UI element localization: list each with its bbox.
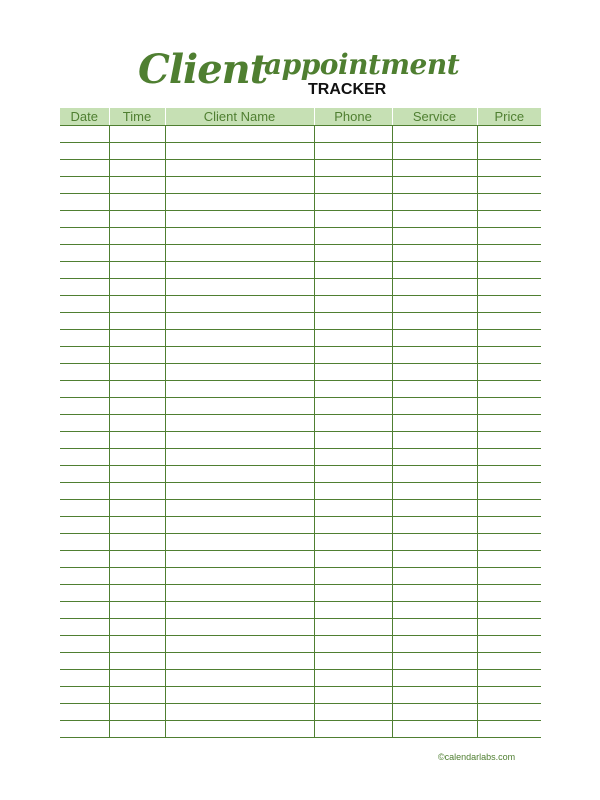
cell-price[interactable] [477,330,541,347]
cell-price[interactable] [477,483,541,500]
cell-service[interactable] [392,364,477,381]
cell-date[interactable] [60,704,109,721]
cell-price[interactable] [477,551,541,568]
cell-time[interactable] [109,211,165,228]
cell-price[interactable] [477,653,541,670]
cell-price[interactable] [477,160,541,177]
table-row [60,279,541,296]
cell-price[interactable] [477,704,541,721]
cell-client-name[interactable] [165,653,314,670]
cell-phone[interactable] [314,636,392,653]
table-row [60,364,541,381]
table-row [60,585,541,602]
cell-time[interactable] [109,704,165,721]
cell-price[interactable] [477,585,541,602]
cell-client-name[interactable] [165,704,314,721]
cell-time[interactable] [109,330,165,347]
cell-service[interactable] [392,636,477,653]
cell-time[interactable] [109,466,165,483]
cell-client-name[interactable] [165,602,314,619]
cell-date[interactable] [60,415,109,432]
page-title [0,44,600,104]
title-appointment: appointment [264,48,460,81]
cell-price[interactable] [477,449,541,466]
table-row [60,534,541,551]
cell-service[interactable] [392,296,477,313]
cell-client-name[interactable] [165,364,314,381]
cell-service[interactable] [392,517,477,534]
cell-time[interactable] [109,568,165,585]
cell-time[interactable] [109,619,165,636]
cell-date[interactable] [60,211,109,228]
cell-phone[interactable] [314,687,392,704]
cell-price[interactable] [477,296,541,313]
cell-date[interactable] [60,466,109,483]
cell-client-name[interactable] [165,415,314,432]
cell-date[interactable] [60,568,109,585]
cell-time[interactable] [109,585,165,602]
cell-time[interactable] [109,381,165,398]
table-row [60,398,541,415]
cell-phone[interactable] [314,313,392,330]
cell-service[interactable] [392,432,477,449]
cell-phone[interactable] [314,534,392,551]
cell-price[interactable] [477,143,541,160]
cell-date[interactable] [60,279,109,296]
cell-phone[interactable] [314,449,392,466]
table-row [60,347,541,364]
table-row [60,500,541,517]
cell-time[interactable] [109,534,165,551]
cell-date[interactable] [60,449,109,466]
cell-date[interactable] [60,432,109,449]
cell-price[interactable] [477,619,541,636]
cell-client-name[interactable] [165,500,314,517]
cell-client-name[interactable] [165,381,314,398]
cell-service[interactable] [392,262,477,279]
column-header-phone: Phone [314,108,392,126]
cell-price[interactable] [477,228,541,245]
cell-client-name[interactable] [165,194,314,211]
cell-time[interactable] [109,364,165,381]
cell-client-name[interactable] [165,160,314,177]
cell-phone[interactable] [314,177,392,194]
cell-service[interactable] [392,704,477,721]
cell-phone[interactable] [314,364,392,381]
cell-date[interactable] [60,483,109,500]
cell-time[interactable] [109,721,165,738]
cell-service[interactable] [392,330,477,347]
cell-client-name[interactable] [165,670,314,687]
cell-date[interactable] [60,347,109,364]
cell-time[interactable] [109,126,165,143]
cell-client-name[interactable] [165,517,314,534]
cell-time[interactable] [109,245,165,262]
cell-price[interactable] [477,500,541,517]
cell-client-name[interactable] [165,330,314,347]
column-header-client-name: Client Name [165,108,314,126]
cell-time[interactable] [109,517,165,534]
table-row [60,619,541,636]
cell-time[interactable] [109,687,165,704]
cell-service[interactable] [392,449,477,466]
cell-client-name[interactable] [165,619,314,636]
cell-price[interactable] [477,636,541,653]
cell-time[interactable] [109,313,165,330]
cell-client-name[interactable] [165,534,314,551]
cell-phone[interactable] [314,517,392,534]
cell-client-name[interactable] [165,313,314,330]
cell-client-name[interactable] [165,262,314,279]
cell-price[interactable] [477,415,541,432]
cell-service[interactable] [392,211,477,228]
cell-date[interactable] [60,636,109,653]
cell-price[interactable] [477,279,541,296]
cell-client-name[interactable] [165,211,314,228]
cell-time[interactable] [109,653,165,670]
cell-client-name[interactable] [165,449,314,466]
column-header-price: Price [477,108,541,126]
cell-time[interactable] [109,483,165,500]
cell-time[interactable] [109,500,165,517]
table-row [60,381,541,398]
footer-credit: ©calendarlabs.com [438,752,516,762]
cell-client-name[interactable] [165,568,314,585]
cell-phone[interactable] [314,126,392,143]
cell-client-name[interactable] [165,279,314,296]
cell-phone[interactable] [314,143,392,160]
cell-phone[interactable] [314,568,392,585]
table-row [60,330,541,347]
cell-service[interactable] [392,670,477,687]
table-row [60,483,541,500]
cell-price[interactable] [477,313,541,330]
cell-phone[interactable] [314,585,392,602]
cell-phone[interactable] [314,466,392,483]
table-row [60,211,541,228]
cell-phone[interactable] [314,279,392,296]
cell-date[interactable] [60,551,109,568]
table-row [60,721,541,738]
column-header-time: Time [109,108,165,126]
cell-client-name[interactable] [165,347,314,364]
cell-date[interactable] [60,585,109,602]
cell-client-name[interactable] [165,687,314,704]
cell-price[interactable] [477,602,541,619]
cell-time[interactable] [109,670,165,687]
cell-service[interactable] [392,551,477,568]
table-row [60,466,541,483]
cell-service[interactable] [392,160,477,177]
cell-time[interactable] [109,279,165,296]
cell-phone[interactable] [314,245,392,262]
table-row [60,160,541,177]
cell-time[interactable] [109,449,165,466]
cell-date[interactable] [60,381,109,398]
cell-service[interactable] [392,415,477,432]
table-row [60,228,541,245]
cell-price[interactable] [477,517,541,534]
cell-date[interactable] [60,330,109,347]
cell-client-name[interactable] [165,228,314,245]
cell-client-name[interactable] [165,296,314,313]
table-row [60,262,541,279]
table-row [60,449,541,466]
cell-client-name[interactable] [165,466,314,483]
table-row [60,517,541,534]
table-row [60,551,541,568]
cell-price[interactable] [477,364,541,381]
cell-price[interactable] [477,347,541,364]
cell-service[interactable] [392,568,477,585]
cell-date[interactable] [60,143,109,160]
cell-phone[interactable] [314,398,392,415]
cell-price[interactable] [477,381,541,398]
cell-client-name[interactable] [165,245,314,262]
title-tracker: TRACKER [308,81,387,98]
cell-service[interactable] [392,500,477,517]
cell-phone[interactable] [314,653,392,670]
cell-phone[interactable] [314,500,392,517]
cell-phone[interactable] [314,228,392,245]
cell-phone[interactable] [314,551,392,568]
cell-date[interactable] [60,364,109,381]
cell-client-name[interactable] [165,551,314,568]
cell-date[interactable] [60,670,109,687]
cell-time[interactable] [109,636,165,653]
cell-price[interactable] [477,534,541,551]
cell-service[interactable] [392,602,477,619]
cell-date[interactable] [60,517,109,534]
table-row [60,670,541,687]
cell-service[interactable] [392,381,477,398]
cell-time[interactable] [109,194,165,211]
cell-date[interactable] [60,619,109,636]
table-header-row [60,108,541,126]
cell-time[interactable] [109,177,165,194]
cell-service[interactable] [392,194,477,211]
table-row [60,245,541,262]
table-row [60,653,541,670]
cell-date[interactable] [60,177,109,194]
cell-date[interactable] [60,602,109,619]
table-row [60,313,541,330]
table-row [60,602,541,619]
cell-client-name[interactable] [165,721,314,738]
cell-phone[interactable] [314,160,392,177]
cell-price[interactable] [477,721,541,738]
cell-phone[interactable] [314,194,392,211]
cell-date[interactable] [60,687,109,704]
cell-price[interactable] [477,670,541,687]
cell-time[interactable] [109,432,165,449]
cell-phone[interactable] [314,483,392,500]
table-row [60,143,541,160]
cell-service[interactable] [392,279,477,296]
cell-date[interactable] [60,500,109,517]
title-client: Client [138,46,268,93]
table-body [60,126,541,738]
cell-phone[interactable] [314,432,392,449]
cell-price[interactable] [477,568,541,585]
cell-time[interactable] [109,347,165,364]
cell-client-name[interactable] [165,585,314,602]
cell-phone[interactable] [314,619,392,636]
cell-date[interactable] [60,194,109,211]
cell-phone[interactable] [314,211,392,228]
cell-time[interactable] [109,160,165,177]
cell-service[interactable] [392,483,477,500]
appointment-table [60,108,541,738]
cell-phone[interactable] [314,296,392,313]
cell-client-name[interactable] [165,177,314,194]
cell-phone[interactable] [314,721,392,738]
cell-client-name[interactable] [165,398,314,415]
table-row [60,177,541,194]
cell-service[interactable] [392,534,477,551]
cell-time[interactable] [109,228,165,245]
cell-service[interactable] [392,687,477,704]
cell-service[interactable] [392,245,477,262]
cell-phone[interactable] [314,330,392,347]
cell-client-name[interactable] [165,636,314,653]
cell-client-name[interactable] [165,143,314,160]
cell-client-name[interactable] [165,126,314,143]
cell-price[interactable] [477,398,541,415]
cell-phone[interactable] [314,670,392,687]
cell-date[interactable] [60,296,109,313]
cell-price[interactable] [477,211,541,228]
table-row [60,636,541,653]
cell-date[interactable] [60,313,109,330]
cell-phone[interactable] [314,704,392,721]
cell-phone[interactable] [314,347,392,364]
cell-date[interactable] [60,398,109,415]
cell-date[interactable] [60,534,109,551]
cell-time[interactable] [109,296,165,313]
table-row [60,687,541,704]
cell-service[interactable] [392,347,477,364]
cell-service[interactable] [392,585,477,602]
cell-phone[interactable] [314,262,392,279]
cell-price[interactable] [477,432,541,449]
cell-price[interactable] [477,466,541,483]
cell-price[interactable] [477,687,541,704]
cell-time[interactable] [109,143,165,160]
cell-service[interactable] [392,466,477,483]
cell-date[interactable] [60,126,109,143]
cell-client-name[interactable] [165,432,314,449]
column-header-date: Date [60,108,109,126]
cell-time[interactable] [109,262,165,279]
cell-price[interactable] [477,262,541,279]
cell-price[interactable] [477,177,541,194]
table-row [60,296,541,313]
cell-service[interactable] [392,228,477,245]
table-row [60,126,541,143]
cell-phone[interactable] [314,602,392,619]
table-row [60,568,541,585]
cell-service[interactable] [392,619,477,636]
cell-time[interactable] [109,415,165,432]
cell-price[interactable] [477,245,541,262]
cell-price[interactable] [477,194,541,211]
table-row [60,704,541,721]
cell-date[interactable] [60,245,109,262]
cell-service[interactable] [392,398,477,415]
cell-time[interactable] [109,602,165,619]
cell-date[interactable] [60,653,109,670]
table-row [60,432,541,449]
cell-service[interactable] [392,177,477,194]
cell-service[interactable] [392,721,477,738]
cell-service[interactable] [392,653,477,670]
cell-client-name[interactable] [165,483,314,500]
table-row [60,415,541,432]
cell-date[interactable] [60,262,109,279]
column-header-service: Service [392,108,477,126]
cell-price[interactable] [477,126,541,143]
cell-service[interactable] [392,126,477,143]
table-row [60,194,541,211]
cell-phone[interactable] [314,415,392,432]
cell-service[interactable] [392,313,477,330]
cell-phone[interactable] [314,381,392,398]
cell-time[interactable] [109,551,165,568]
cell-time[interactable] [109,398,165,415]
cell-service[interactable] [392,143,477,160]
cell-date[interactable] [60,228,109,245]
cell-date[interactable] [60,721,109,738]
cell-date[interactable] [60,160,109,177]
